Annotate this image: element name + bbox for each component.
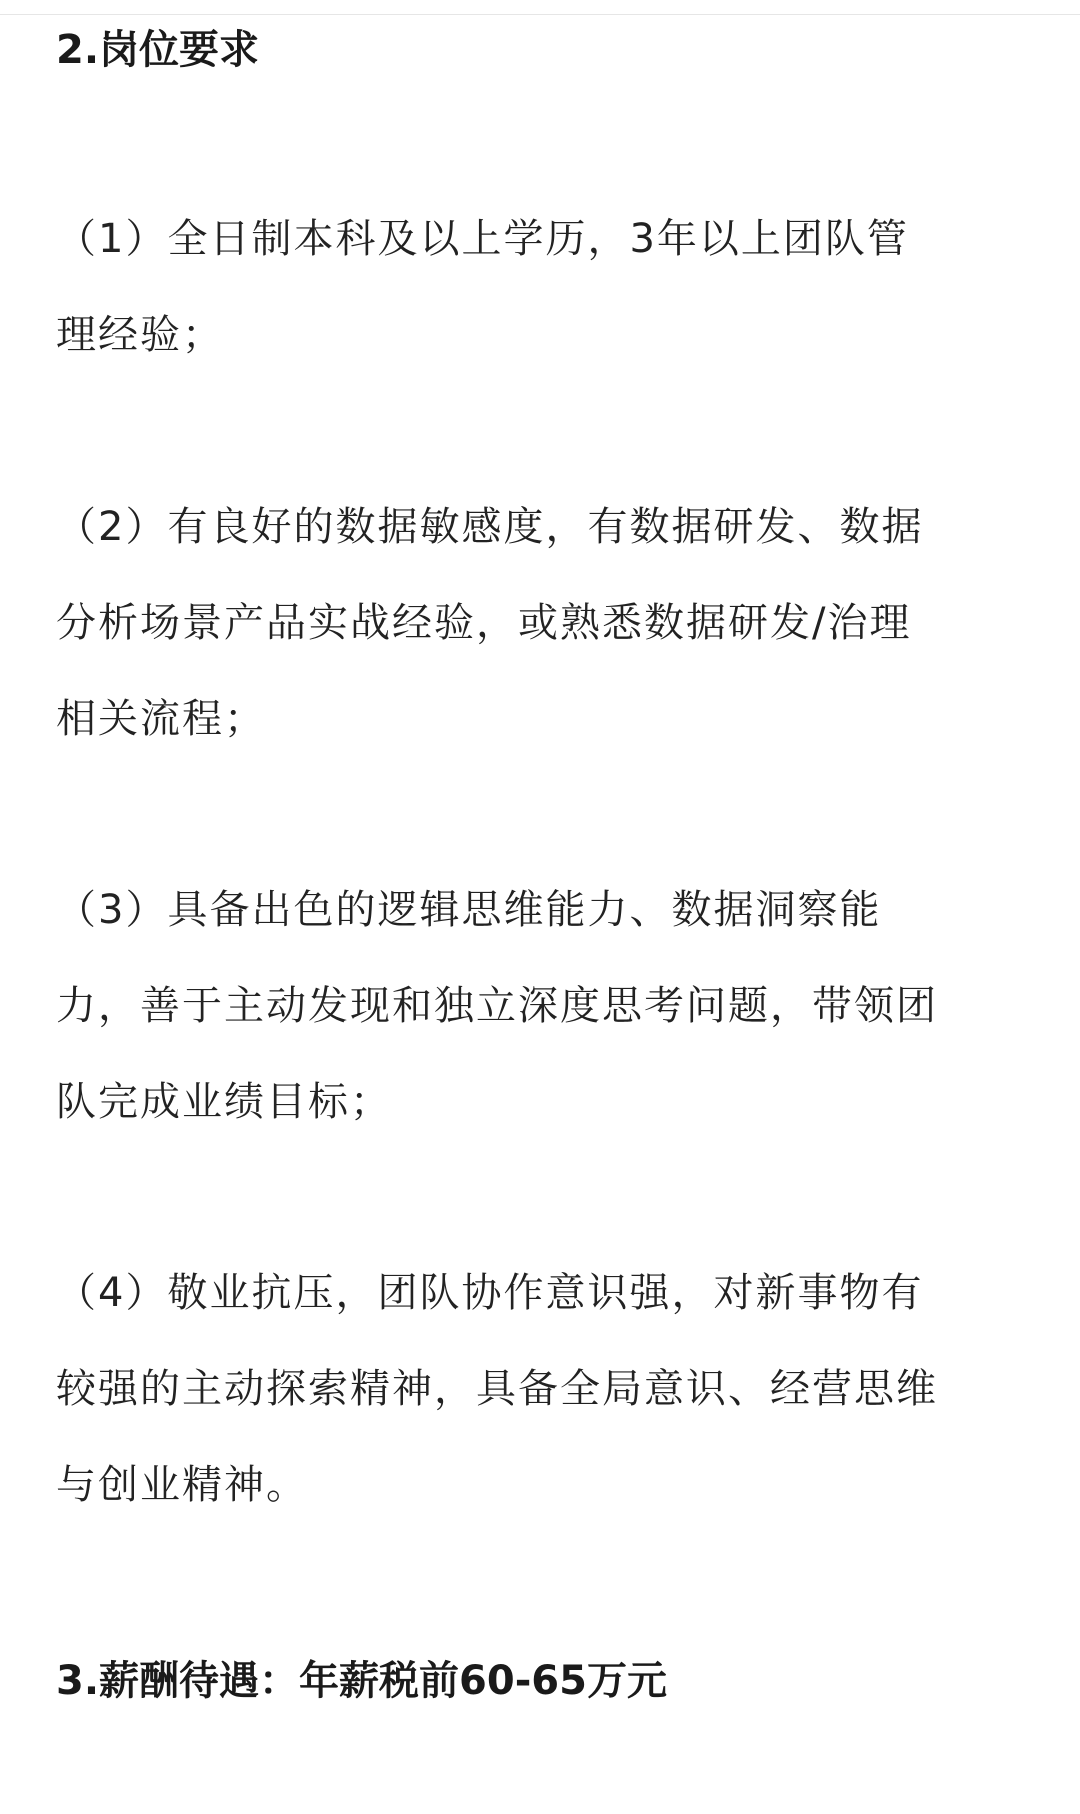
requirement-item-3	[56, 862, 1024, 1150]
requirement-item-2-line-1: （2）有良好的数据敏感度，有数据研发、数据	[56, 504, 924, 550]
salary-heading: 3.薪酬待遇：年薪税前60-65万元	[56, 1658, 667, 1704]
requirement-item-3-line-2: 力，善于主动发现和独立深度思考问题，带领团	[56, 983, 938, 1029]
requirement-item-1-line-1: （1）全日制本科及以上学历，3年以上团队管	[56, 216, 909, 262]
requirement-item-3-line-1: （3）具备出色的逻辑思维能力、数据洞察能	[56, 887, 882, 933]
requirement-item-4	[56, 1245, 1024, 1533]
requirement-item-2	[56, 479, 1024, 767]
requirement-item-2-line-3: 相关流程；	[56, 696, 266, 742]
job-requirements-heading: 2.岗位要求	[56, 27, 260, 73]
requirement-item-4-line-2: 较强的主动探索精神，具备全局意识、经营思维	[56, 1366, 938, 1412]
requirement-item-1-line-2: 理经验；	[56, 312, 224, 358]
requirement-item-4-line-1: （4）敬业抗压，团队协作意识强，对新事物有	[56, 1270, 924, 1316]
requirement-item-2-line-2: 分析场景产品实战经验，或熟悉数据研发/治理	[56, 600, 912, 646]
top-divider	[0, 14, 1080, 15]
requirement-item-1	[56, 191, 1024, 383]
requirement-item-4-line-3: 与创业精神。	[56, 1462, 308, 1508]
requirement-item-3-line-3: 队完成业绩目标；	[56, 1079, 392, 1125]
